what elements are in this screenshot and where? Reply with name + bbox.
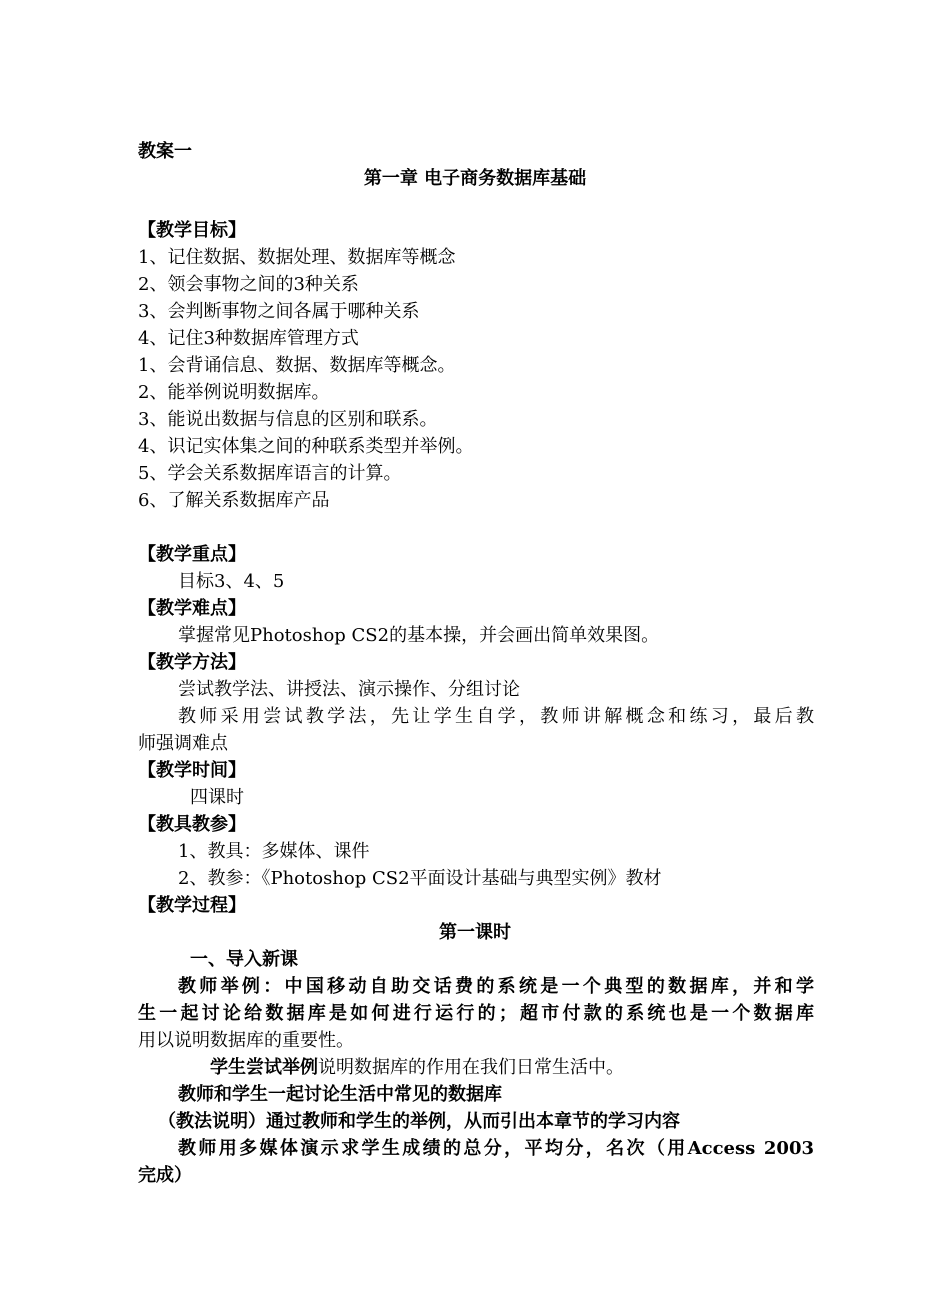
process-heading: 【教学过程】: [138, 895, 246, 916]
time-heading: 【教学时间】: [138, 760, 246, 781]
key-points-heading: 【教学重点】: [138, 544, 246, 565]
session-title: 第一课时: [439, 922, 511, 943]
objective-item: 6、了解关系数据库产品: [138, 490, 330, 511]
emphasis-text: 学生尝试举例: [210, 1057, 318, 1078]
methods-paragraph-end: 师强调难点: [138, 733, 228, 754]
step-title: 一、导入新课: [190, 949, 298, 970]
objective-item: 4、记住3种数据库管理方式: [138, 328, 359, 349]
objectives-heading: 【教学目标】: [138, 220, 246, 241]
paragraph-line: [210, 1054, 624, 1081]
objective-item: 1、会背诵信息、数据、数据库等概念。: [138, 355, 456, 376]
paragraph-line: 完成）: [138, 1165, 192, 1186]
aids-item: 2、教参：《Photoshop CS2平面设计基础与典型实例》教材: [178, 868, 662, 889]
aids-heading: 【教具教参】: [138, 814, 246, 835]
lesson-label: 教案一: [138, 141, 192, 162]
paragraph-line: 生一起讨论给数据库是如何进行运行的；超市付款的系统也是一个数据库: [138, 1003, 814, 1024]
difficulties-heading: 【教学难点】: [138, 598, 246, 619]
difficulties-text: 掌握常见Photoshop CS2的基本操，并会画出简单效果图。: [178, 625, 660, 646]
objective-item: 1、记住数据、数据处理、数据库等概念: [138, 247, 456, 268]
objective-item: 3、能说出数据与信息的区别和联系。: [138, 409, 438, 430]
objective-item: 4、识记实体集之间的种联系类型并举例。: [138, 436, 474, 457]
chapter-title: 第一章 电子商务数据库基础: [363, 168, 587, 189]
objective-item: 2、能举例说明数据库。: [138, 382, 330, 403]
paragraph-line: （教法说明）通过教师和学生的举例，从而引出本章节的学习内容: [158, 1111, 680, 1132]
paragraph-line: 用以说明数据库的重要性。: [138, 1030, 354, 1051]
methods-paragraph: 教师采用尝试教学法，先让学生自学，教师讲解概念和练习，最后教: [178, 706, 814, 727]
objective-item: 2、领会事物之间的3种关系: [138, 274, 359, 295]
paragraph-line: 教师用多媒体演示求学生成绩的总分，平均分，名次（用Access 2003: [178, 1138, 814, 1159]
objective-item: 3、会判断事物之间各属于哪种关系: [138, 301, 420, 322]
methods-line: 尝试教学法、讲授法、演示操作、分组讨论: [178, 679, 520, 700]
time-text: 四课时: [190, 787, 244, 808]
objective-item: 5、学会关系数据库语言的计算。: [138, 463, 402, 484]
methods-heading: 【教学方法】: [138, 652, 246, 673]
paragraph-line: 教师和学生一起讨论生活中常见的数据库: [178, 1084, 502, 1105]
aids-item: 1、教具：多媒体、课件: [178, 841, 370, 862]
key-points-text: 目标3、4、5: [178, 571, 285, 592]
body-text: 说明数据库的作用在我们日常生活中。: [318, 1057, 624, 1078]
paragraph-line: 教师举例：中国移动自助交话费的系统是一个典型的数据库，并和学: [178, 976, 814, 997]
